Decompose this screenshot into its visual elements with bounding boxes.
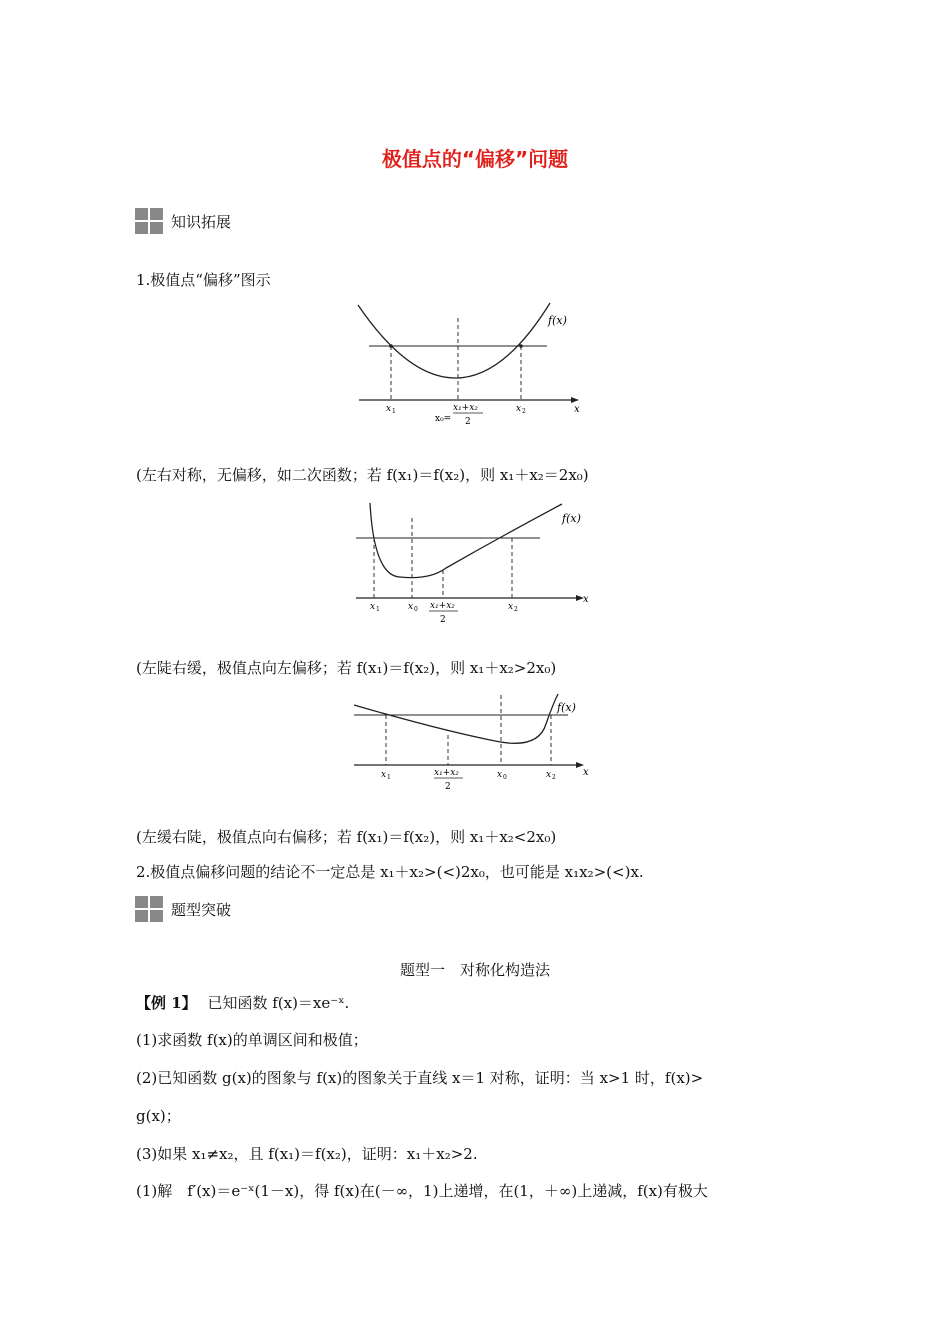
section-label: 题型突破 [171, 900, 232, 919]
x-axis-label: x [583, 594, 589, 605]
caption-1: (左右对称，无偏移，如二次函数；若 f(x₁)＝f(x₂)，则 x₁＋x₂＝2x₀) [136, 466, 589, 484]
page-title: 极值点的“偏移”问题 [381, 147, 569, 171]
x0-label: x [408, 602, 414, 612]
svg-text:1: 1 [392, 408, 396, 415]
x1-label: x [381, 770, 387, 780]
x2-label: x [516, 404, 522, 414]
x2-label: x [546, 770, 552, 780]
mid-bot-label: 2 [440, 615, 446, 625]
figure-left-steep [352, 498, 597, 628]
x-axis-label: x [574, 404, 580, 415]
x-axis-label: x [583, 767, 589, 778]
grid-icon [135, 896, 163, 922]
question-2-line-2: g(x)； [136, 1107, 181, 1125]
x1-label: x [370, 602, 376, 612]
svg-text:1: 1 [387, 774, 391, 781]
section-header-knowledge [135, 208, 231, 234]
grid-icon [135, 208, 163, 234]
svg-text:2: 2 [522, 408, 526, 415]
svg-text:1: 1 [376, 606, 380, 613]
problem-type-title: 题型一 对称化构造法 [399, 961, 550, 979]
svg-text:2: 2 [514, 606, 518, 613]
figure-right-steep [350, 690, 595, 795]
section-header-problems [135, 896, 231, 922]
item-1: 1.极值点“偏移”图示 [136, 271, 271, 289]
x0-eq-label: x₀= [435, 414, 452, 424]
mid-top-label: x₁+x₂ [430, 601, 455, 611]
fx-label: f(x) [562, 512, 581, 525]
example-tag: 【例 1】 [136, 994, 197, 1012]
x0-label: x [497, 770, 503, 780]
example-1 [136, 993, 349, 1013]
solution-1: (1)解 f′(x)＝e⁻ˣ(1－x)，得 f(x)在(－∞，1)上递增，在(1，＋∞)上递减，f(x)有极大 [136, 1182, 708, 1200]
item-2: 2.极值点偏移问题的结论不一定总是 x₁＋x₂>(<)2x₀，也可能是 x₁x₂>(<)x. [136, 863, 644, 881]
x1-label: x [386, 404, 392, 414]
figure-symmetric [355, 300, 595, 430]
caption-3: (左缓右陡，极值点向右偏移；若 f(x₁)＝f(x₂)，则 x₁＋x₂<2x₀) [136, 828, 557, 846]
example-text: 已知函数 f(x)＝xe⁻ˣ. [207, 994, 350, 1012]
caption-2: (左陡右缓，极值点向左偏移；若 f(x₁)＝f(x₂)，则 x₁＋x₂>2x₀) [136, 659, 557, 677]
mid-bot-label: 2 [465, 417, 471, 427]
mid-top-label: x₁+x₂ [453, 403, 478, 413]
svg-text:2: 2 [552, 774, 556, 781]
question-3: (3)如果 x₁≠x₂，且 f(x₁)＝f(x₂)，证明：x₁＋x₂>2. [136, 1145, 478, 1163]
svg-text:0: 0 [414, 606, 418, 613]
svg-text:0: 0 [503, 774, 507, 781]
fx-label: f(x) [557, 701, 576, 714]
x2-label: x [508, 602, 514, 612]
question-1: (1)求函数 f(x)的单调区间和极值； [136, 1031, 368, 1049]
mid-bot-label: 2 [445, 782, 451, 792]
mid-top-label: x₁+x₂ [434, 768, 459, 778]
fx-label: f(x) [548, 314, 567, 327]
section-label: 知识拓展 [171, 212, 232, 231]
question-2-line-1: (2)已知函数 g(x)的图象与 f(x)的图象关于直线 x＝1 对称，证明：当 x>1 时，f(x)> [136, 1069, 704, 1087]
